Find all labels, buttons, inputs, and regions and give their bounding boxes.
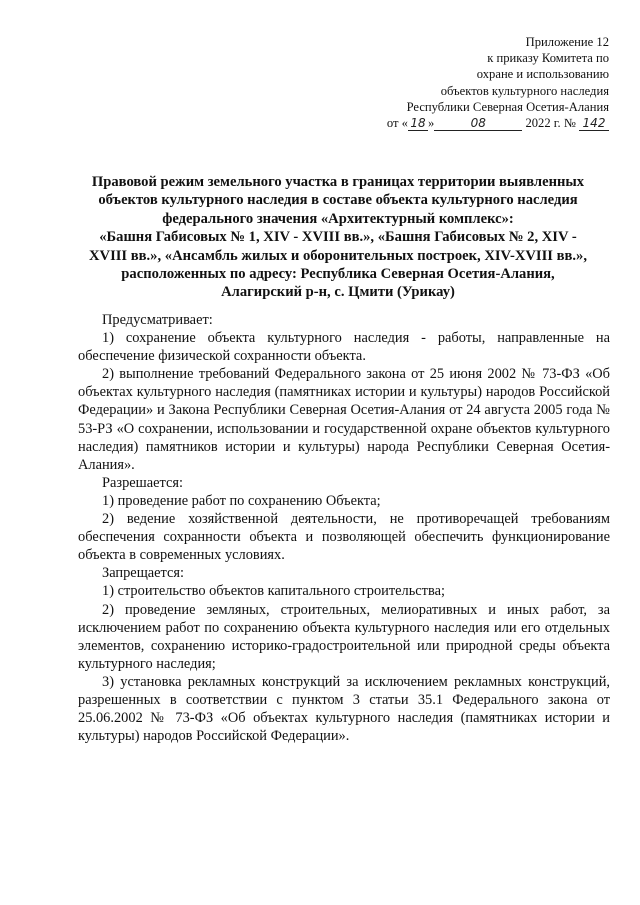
appendix-republic: Республики Северная Осетия-Алания [406, 99, 609, 114]
section-heading-prohibited: Запрещается: [102, 565, 185, 582]
paragraph: 1) проведение работ по сохранению Объекта; [102, 492, 381, 509]
date-day: 18 [408, 117, 428, 131]
paragraph: 2) ведение хозяйственной деятельности, не противоречащей требованиям обеспечения сохранности объекта и позволяющей обеспечить функционирование объекта в современных условиях. [78, 511, 610, 564]
date-prefix: от « [386, 116, 408, 131]
date-year: 2022 г. № [525, 116, 576, 131]
section-heading-allowed: Разрешается: [102, 474, 183, 491]
paragraph: 1) сохранение объекта культурного наследия - работы, направленные на обеспечение физической сохранности объекта. [78, 330, 610, 365]
appendix-number: Приложение 12 [525, 35, 609, 49]
appendix-date-line [309, 115, 609, 131]
date-quote-close: » [427, 116, 435, 131]
title-line: расположенных по адресу: Республика Северная Осетия-Алания, [121, 266, 555, 283]
section-heading-provides: Предусматривает: [102, 312, 213, 328]
paragraph: 3) установка рекламных конструкций за исключением рекламных конструкций, разрешенных в соответствии с пунктом 3 статьи 35.1 Федерального закона от 25.06.2002 № 73-ФЗ «Об объектах культурного наследия (памятниках истории и культуры) народов Российской Федерации». [78, 673, 610, 745]
order-number: 142 [579, 117, 609, 131]
title-line: Правовой режим земельного участка в границах территории выявленных [91, 174, 585, 190]
document-title [78, 173, 598, 302]
title-line: XVIII вв.», «Ансамбль жилых и оборонительных построек, XIV-XVIII вв.», [89, 247, 587, 264]
appendix-committee: охране и использованию [476, 67, 609, 82]
paragraph: 2) выполнение требований Федерального закона от 25 июня 2002 № 73-ФЗ «Об объектах культурного наследия (памятниках истории и культуры) народов Российской Федерации» и Закона Республики Северная Осетия-Алания от 24 августа 2005 года № 53-РЗ «О сохранении, использовании и государственной охране объектов культурного наследия) памятников истории и культуры) народа Республики Северная Осетия-Алания». [78, 366, 610, 473]
title-line: федерального значения «Архитектурный комплекс»: [162, 210, 514, 227]
document-body [78, 311, 610, 745]
appendix-order-ref: к приказу Комитета по [487, 51, 609, 66]
title-line: объектов культурного наследия в составе объекта культурного наследия [98, 192, 578, 209]
paragraph: 2) проведение земляных, строительных, мелиоративных и иных работ, за исключением работ по сохранению объекта культурного наследия или его отдельных элементов, сохранению историко-градостроительной или природной среды объекта культурного наследия; [78, 601, 610, 672]
appendix-heritage: объектов культурного наследия [440, 83, 609, 98]
paragraph: 1) строительство объектов капитального строительства; [102, 583, 445, 600]
date-month: 08 [434, 117, 522, 131]
title-line: «Башня Габисовых № 1, XIV - XVIII вв.», «Башня Габисовых № 2, XIV - [99, 229, 577, 246]
title-line: Алагирский р-н, с. Цмити (Урикау) [221, 284, 455, 301]
appendix-header [309, 34, 609, 131]
